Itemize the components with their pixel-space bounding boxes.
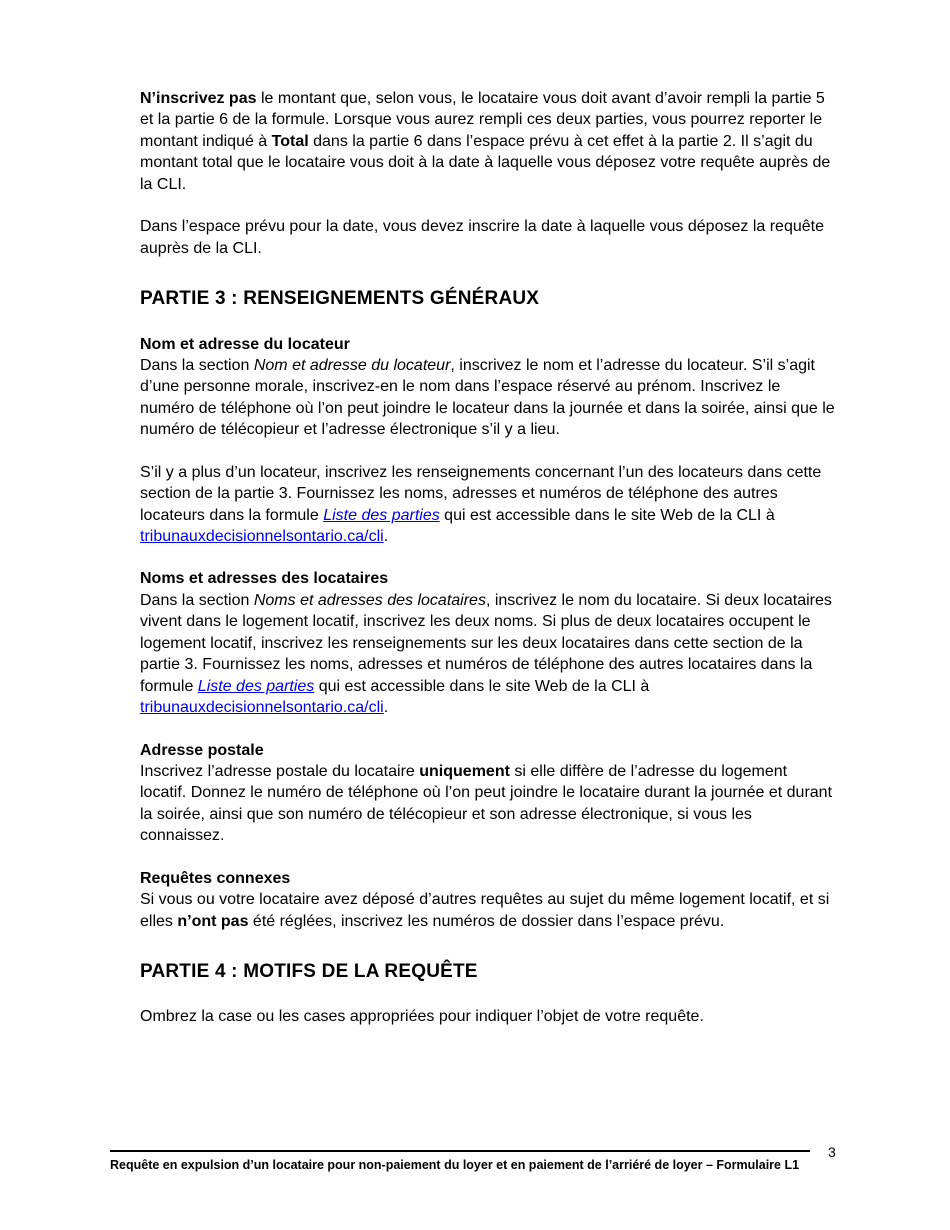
text-segment: Dans la section: [140, 356, 254, 374]
landlord-paragraph-2: [140, 462, 837, 548]
italic-text: Nom et adresse du locateur: [253, 356, 451, 374]
landlord-section-heading: Nom et adresse du locateur: [140, 335, 350, 353]
part4-heading: PARTIE 4 : MOTIFS DE LA REQUÊTE: [140, 961, 478, 983]
related-applications-paragraph: [140, 889, 837, 932]
document-body: [140, 88, 837, 1049]
text-segment: qui est accessible dans le site Web de la CLI à: [314, 677, 650, 695]
page-number: 3: [828, 1144, 836, 1160]
text-segment: Dans la section: [140, 591, 254, 609]
tenants-section-heading: Noms et adresses des locataires: [140, 570, 389, 588]
bold-text: uniquement: [419, 762, 510, 780]
cli-website-link[interactable]: tribunauxdecisionnelsontario.ca/cli: [140, 528, 384, 546]
footer-title: Requête en expulsion d’un locataire pour non-paiement du loyer et en paiement de l’arriéré de loyer – Formulaire L1: [110, 1158, 800, 1172]
bold-text: N’inscrivez pas: [140, 90, 257, 107]
text-segment: dans la partie 6 dans l’espace prévu à cet effet à la partie 2. Il s’agit du montant total que le locataire vous doit à la date à laquelle vous déposez votre requête auprès de la CLI.: [140, 132, 831, 193]
tenants-paragraph: [140, 590, 837, 719]
related-applications-heading: Requêtes connexes: [140, 869, 291, 887]
mailing-address-heading: Adresse postale: [140, 741, 264, 759]
liste-des-parties-link[interactable]: Liste des parties: [197, 677, 315, 695]
text-segment: , inscrivez le nom et l’adresse du locateur. S’il s’agit d’une personne morale, inscrivez-en le nom dans l’espace réservé au prénom. Inscrivez le numéro de téléphone où l’on peut joindre le locateur dans la journée et dans la soirée, ainsi que le numéro de télécopieur et l’adresse électronique s’il y a lieu.: [140, 356, 835, 439]
text-segment: .: [383, 528, 389, 546]
intro-paragraph-date: Dans l’espace prévu pour la date, vous devez inscrire la date à laquelle vous déposez la requête auprès de la CLI.: [140, 218, 824, 257]
text-segment: le montant que, selon vous, le locataire vous doit avant d’avoir rempli la partie 5 et la partie 6 de la formule. Lorsque vous aurez rempli ces deux parties, vous pourrez reporter le montant indiqué à: [140, 90, 825, 150]
text-segment: , inscrivez le nom du locataire. Si deux locataires vivent dans le logement locatif, inscrivez les deux noms. Si plus de deux locataires occupent le logement locatif, inscrivez les renseignements sur les deux locataires dans cette section de la partie 3. Fournissez les noms, adresses et numéros de téléphone des autres locataires dans la formule: [140, 591, 832, 695]
landlord-paragraph-1: [140, 355, 837, 441]
cli-website-link[interactable]: tribunauxdecisionnelsontario.ca/cli: [140, 699, 384, 717]
text-segment: si elle diffère de l’adresse du logement locatif. Donnez le numéro de téléphone où l’on peut joindre le locataire durant la journée et durant la soirée, ainsi que son numéro de télécopieur et son adresse électronique, si vous les connaissez.: [140, 762, 833, 845]
liste-des-parties-link[interactable]: Liste des parties: [323, 506, 440, 524]
intro-paragraph-amount: [140, 88, 837, 195]
text-segment: été réglées, inscrivez les numéros de dossier dans l’espace prévu.: [248, 912, 725, 930]
text-segment: S’il y a plus d’un locateur, inscrivez les renseignements concernant l’un des locateurs dans cette section de la partie 3. Fournissez les noms, adresses et numéros de téléphone des autres locateurs dans la formule: [140, 463, 822, 524]
italic-text: Noms et adresses des locataires: [253, 591, 486, 609]
bold-text: n’ont pas: [177, 912, 249, 930]
part3-heading: PARTIE 3 : RENSEIGNEMENTS GÉNÉRAUX: [140, 288, 540, 310]
mailing-address-paragraph: [140, 761, 837, 847]
text-segment: .: [383, 699, 389, 717]
text-segment: Si vous ou votre locataire avez déposé d’autres requêtes au sujet du même logement locatif, et si elles: [140, 891, 830, 930]
part4-paragraph: Ombrez la case ou les cases appropriées pour indiquer l’objet de votre requête.: [140, 1008, 704, 1026]
bold-text: Total: [271, 132, 309, 150]
footer: [110, 1150, 810, 1173]
text-segment: qui est accessible dans le site Web de la CLI à: [439, 506, 775, 524]
text-segment: Inscrivez l’adresse postale du locataire: [140, 762, 420, 780]
